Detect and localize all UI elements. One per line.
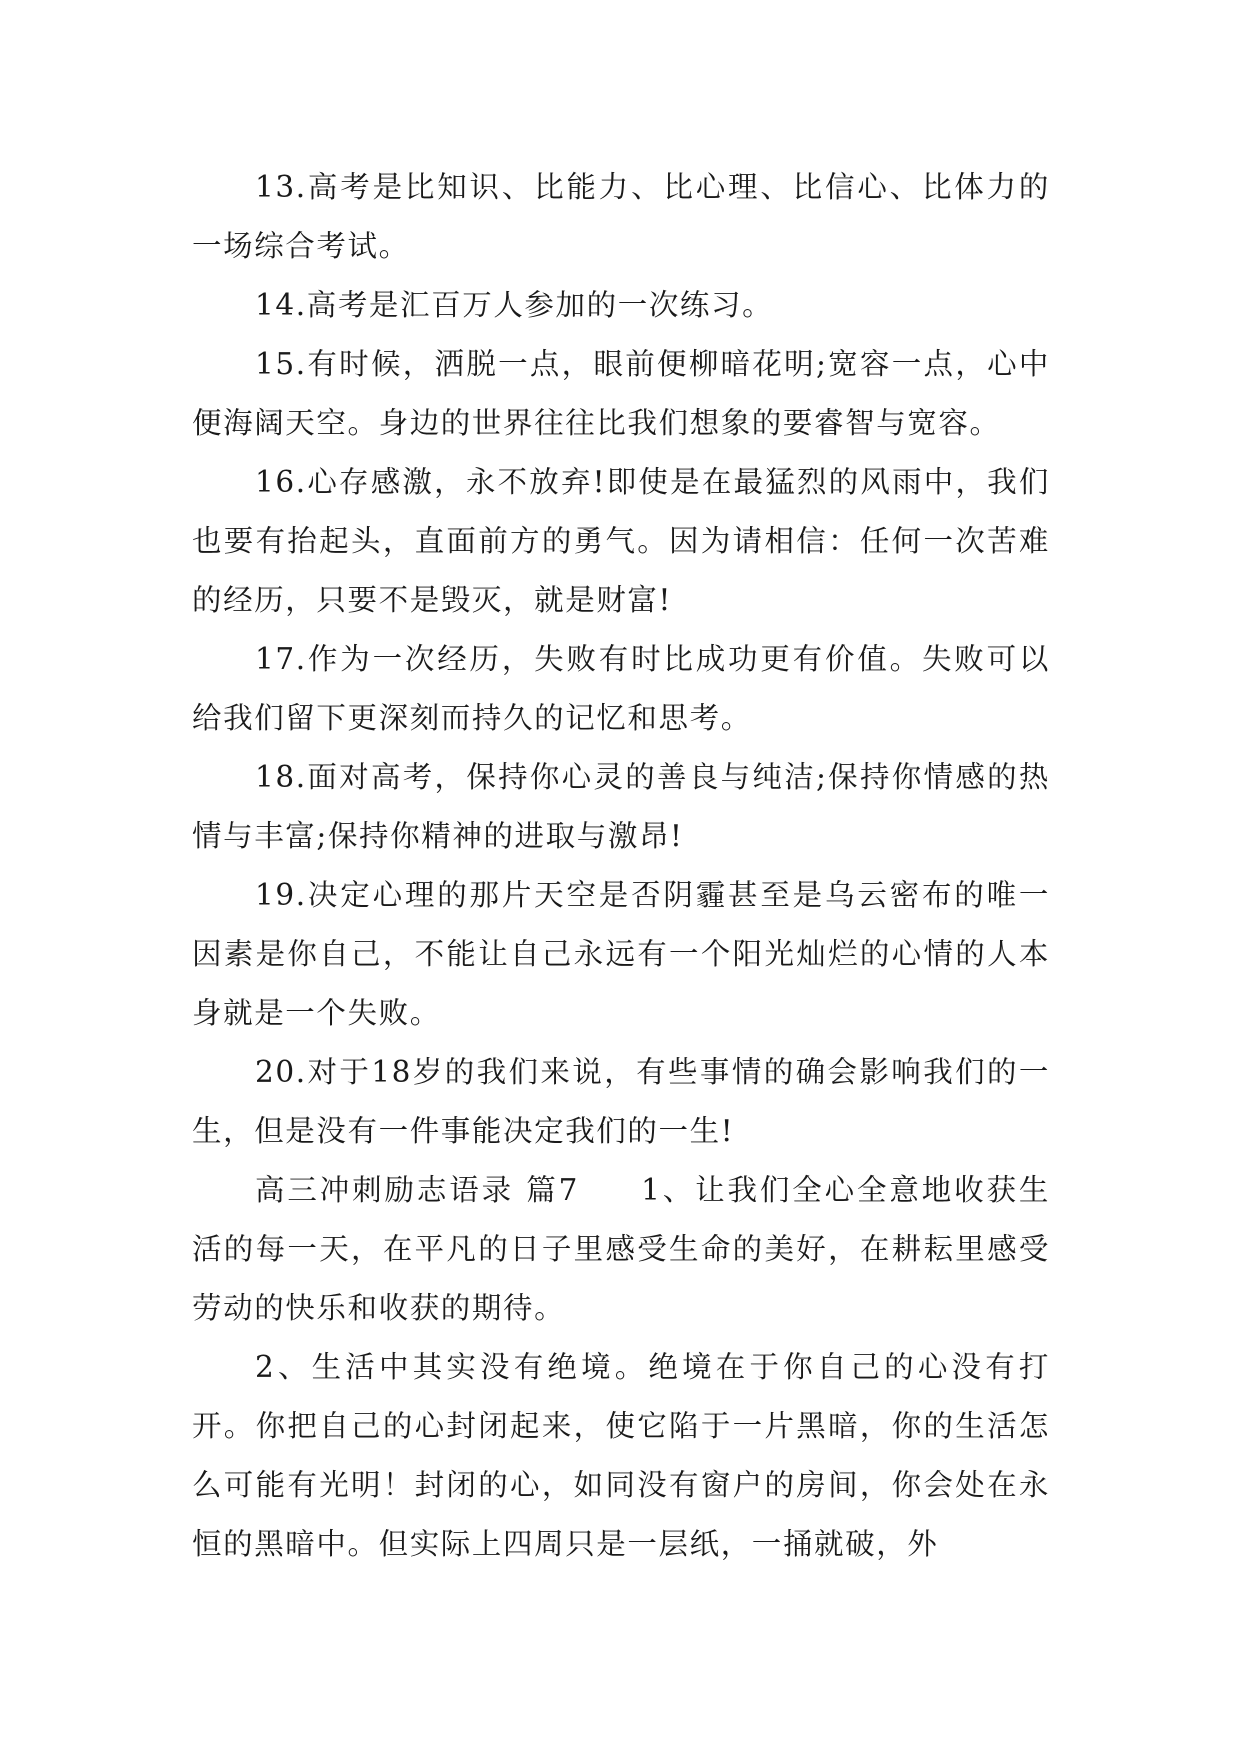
paragraph-15: 15.有时候，洒脱一点，眼前便柳暗花明;宽容一点，心中便海阔天空。身边的世界往往比我们想象的要睿智与宽容。 [192,347,1050,440]
paragraph-20: 20.对于18岁的我们来说，有些事情的确会影响我们的一生，但是没有一件事能决定我们的一生! [192,1055,1050,1148]
paragraph-17: 17.作为一次经历，失败有时比成功更有价值。失败可以给我们留下更深刻而持久的记忆和思考。 [192,642,1050,735]
paragraph-18: 18.面对高考，保持你心灵的善良与纯洁;保持你情感的热情与丰富;保持你精神的进取与激昂! [192,760,1050,853]
paragraph-14: 14.高考是汇百万人参加的一次练习。 [255,288,774,322]
paragraph-item-2: 2、生活中其实没有绝境。绝境在于你自己的心没有打开。你把自己的心封闭起来，使它陷于一片黑暗，你的生活怎么可能有光明！封闭的心，如同没有窗户的房间，你会处在永恒的黑暗中。但实际上四周只是一层纸，一捅就破，外 [192,1350,1050,1561]
paragraph-13: 13.高考是比知识、比能力、比心理、比信心、比体力的一场综合考试。 [192,170,1050,263]
section-heading: 高三冲刺励志语录 篇7 [255,1173,580,1207]
paragraph-16: 16.心存感激，永不放弃!即使是在最猛烈的风雨中，我们也要有抬起头，直面前方的勇气。因为请相信：任何一次苦难的经历，只要不是毁灭，就是财富! [192,465,1050,617]
paragraph-19: 19.决定心理的那片天空是否阴霾甚至是乌云密布的唯一因素是你自己，不能让自己永远有一个阳光灿烂的心情的人本身就是一个失败。 [192,878,1050,1030]
document-body [192,158,1050,1574]
section-first-item: 1、让我们全心全意地收获生活的每一天，在平凡的日子里感受生命的美好，在耕耘里感受劳动的快乐和收获的期待。 [192,1173,1050,1325]
section-paragraph [192,1161,1050,1338]
